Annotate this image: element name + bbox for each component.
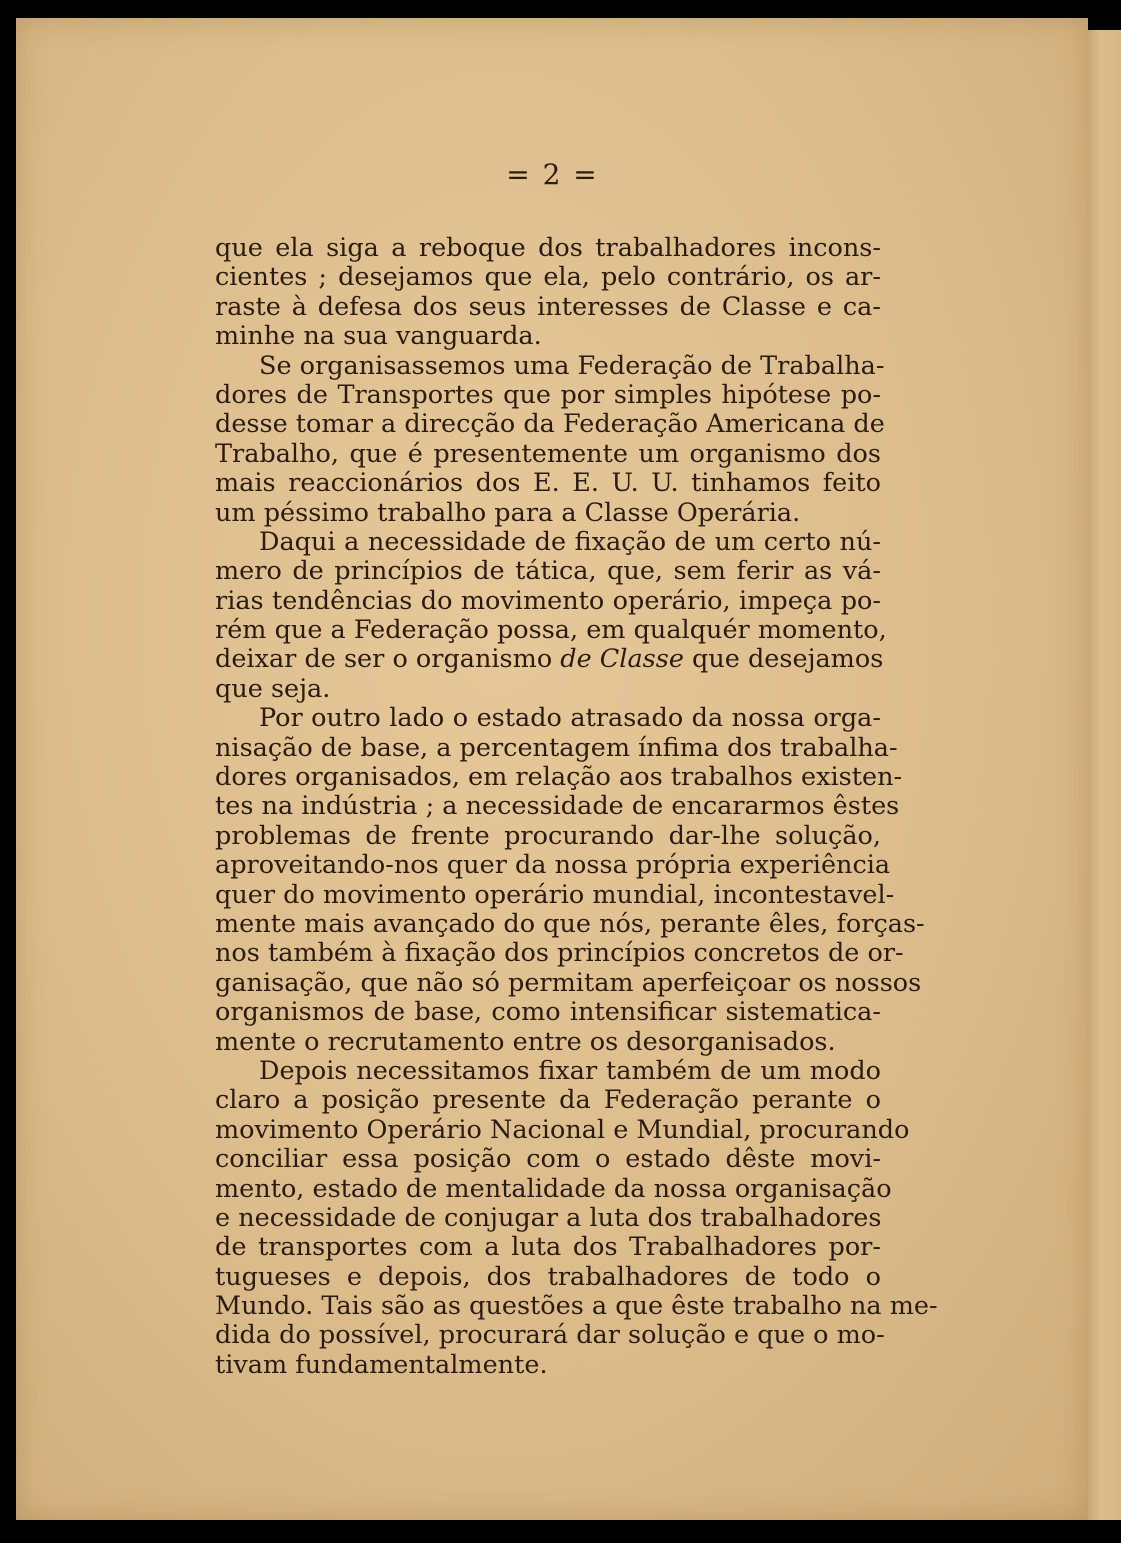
text-line: dores de Transportes que por simples hipótese po- (215, 379, 881, 410)
text-line: e necessidade de conjugar a luta dos trabalhadores (215, 1202, 882, 1233)
text-line: conciliar essa posição com o estado dêste movi- (215, 1144, 881, 1175)
italic-text: de Classe (560, 644, 684, 675)
text-line: mente o recrutamento entre os desorganisados. (215, 1026, 836, 1057)
page-number: = 2 = (506, 158, 599, 191)
text-line: mero de princípios de tática, que, sem ferir as vá- (215, 556, 881, 587)
text-line (215, 644, 884, 675)
text-line: Se organisassemos uma Federação de Trabalha- (259, 350, 885, 381)
text-line: movimento Operário Nacional e Mundial, procurando (215, 1114, 910, 1145)
text-line: Daqui a necessidade de fixação de um certo nú- (259, 526, 881, 557)
text-line: aproveitando-nos quer da nossa própria experiência (215, 850, 891, 881)
text-line: dores organisados, em relação aos trabalhos existen- (215, 762, 903, 793)
text-line: ganisação, que não só permitam aperfeiçoar os nossos (215, 967, 922, 998)
text-line: desse tomar a direcção da Federação Americana de (215, 409, 885, 440)
text-line: Por outro lado o estado atrasado da nossa orga- (259, 703, 881, 734)
text-line: rias tendências do movimento operário, impeça po- (215, 585, 881, 616)
text-line: claro a posição presente da Federação perante o (215, 1085, 881, 1116)
text-line: organismos de base, como intensificar sistematica- (215, 997, 881, 1028)
text-line: que ela siga a reboque dos trabalhadores incons- (215, 233, 881, 263)
text-line: minhe na sua vanguarda. (215, 321, 542, 352)
body-text (215, 233, 938, 1380)
text-line: Depois necessitamos fixar também de um modo (259, 1055, 881, 1086)
next-page-edge (1084, 30, 1121, 1520)
text-line: quer do movimento operário mundial, incontestavel- (215, 879, 895, 910)
text-line: Trabalho, que é presentemente um organismo dos (215, 438, 881, 469)
text-line: raste à defesa dos seus interesses de Classe e ca- (215, 291, 881, 322)
text-line: cientes ; desejamos que ela, pelo contrário, os ar- (215, 262, 881, 293)
text-line: tivam fundamentalmente. (215, 1349, 548, 1380)
text-line: mais reaccionários dos E. E. U. U. tinhamos feito (215, 468, 881, 499)
text-line: mente mais avançado do que nós, perante êles, forças- (215, 908, 925, 939)
text-line: um péssimo trabalho para a Classe Operária. (215, 497, 801, 528)
text-line: que seja. (215, 673, 331, 704)
text-line: tugueses e depois, dos trabalhadores de todo o (215, 1261, 881, 1292)
text-segment: que desejamos (683, 644, 884, 675)
text-line: mento, estado de mentalidade da nossa organisação (215, 1173, 892, 1204)
text-line: dida do possível, procurará dar solução e que o mo- (215, 1320, 885, 1351)
text-line: de transportes com a luta dos Trabalhadores por- (215, 1232, 881, 1263)
text-line: Mundo. Tais são as questões a que êste trabalho na me- (215, 1291, 938, 1322)
text-line: tes na indústria ; a necessidade de encararmos êstes (215, 791, 900, 822)
text-line: nos também à fixação dos princípios concretos de or- (215, 938, 904, 969)
text-line: rém que a Federação possa, em qualquér momento, (215, 615, 887, 646)
text-line: nisação de base, a percentagem ínfima dos trabalha- (215, 732, 898, 763)
text-line: problemas de frente procurando dar-lhe solução, (215, 820, 881, 851)
text-segment: deixar de ser o organismo (215, 644, 561, 675)
